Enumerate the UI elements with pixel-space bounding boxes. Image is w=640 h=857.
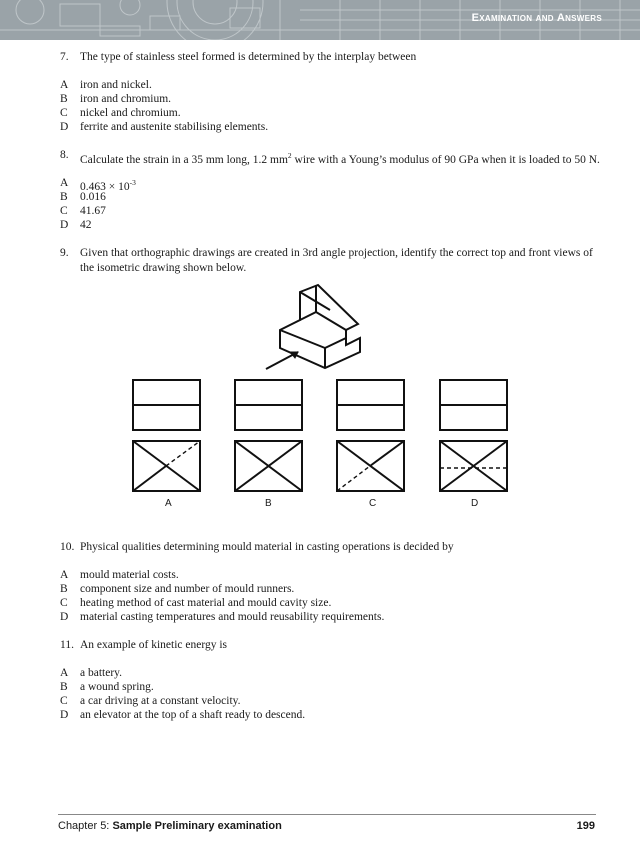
question-stem: The type of stainless steel formed is determined by the interplay between xyxy=(80,51,417,63)
figure-label-a: A xyxy=(165,498,172,509)
question-number: 7. xyxy=(60,51,69,63)
question-number: 10. xyxy=(60,541,75,553)
option-b-views xyxy=(235,380,302,491)
option-d-views xyxy=(440,380,507,491)
footer-chapter: Chapter 5: Sample Preliminary examination xyxy=(58,820,282,832)
footer-rule xyxy=(58,814,596,815)
question-stem: Calculate the strain in a 35 mm long, 1.2 $mm^2$ wire with a Young’s modulus of 90 GPa when it is loaded to 50 N. xyxy=(80,151,600,166)
question-stem: An example of kinetic energy is xyxy=(80,639,228,651)
question-stem: Physical qualities determining mould material in casting operations is decided by xyxy=(80,541,454,553)
question-number: 11. xyxy=(60,639,74,651)
page-number: 199 xyxy=(576,820,595,832)
figure-label-d: D xyxy=(471,498,479,509)
question-stem: Given that orthographic drawings are created in 3rd angle projection, identify the correct top and front views of the isometric drawing shown below. xyxy=(80,247,593,274)
figure-label-b: B xyxy=(265,498,272,509)
question-number: 9. xyxy=(60,247,69,259)
figure-label-c: C xyxy=(369,498,377,509)
header-banner xyxy=(0,0,640,40)
header-title: Examination and Answers xyxy=(471,12,602,24)
projection-figure xyxy=(0,280,640,500)
option-c-views xyxy=(337,380,404,491)
option-a-views xyxy=(133,380,200,491)
question-number: 8. xyxy=(60,149,69,161)
